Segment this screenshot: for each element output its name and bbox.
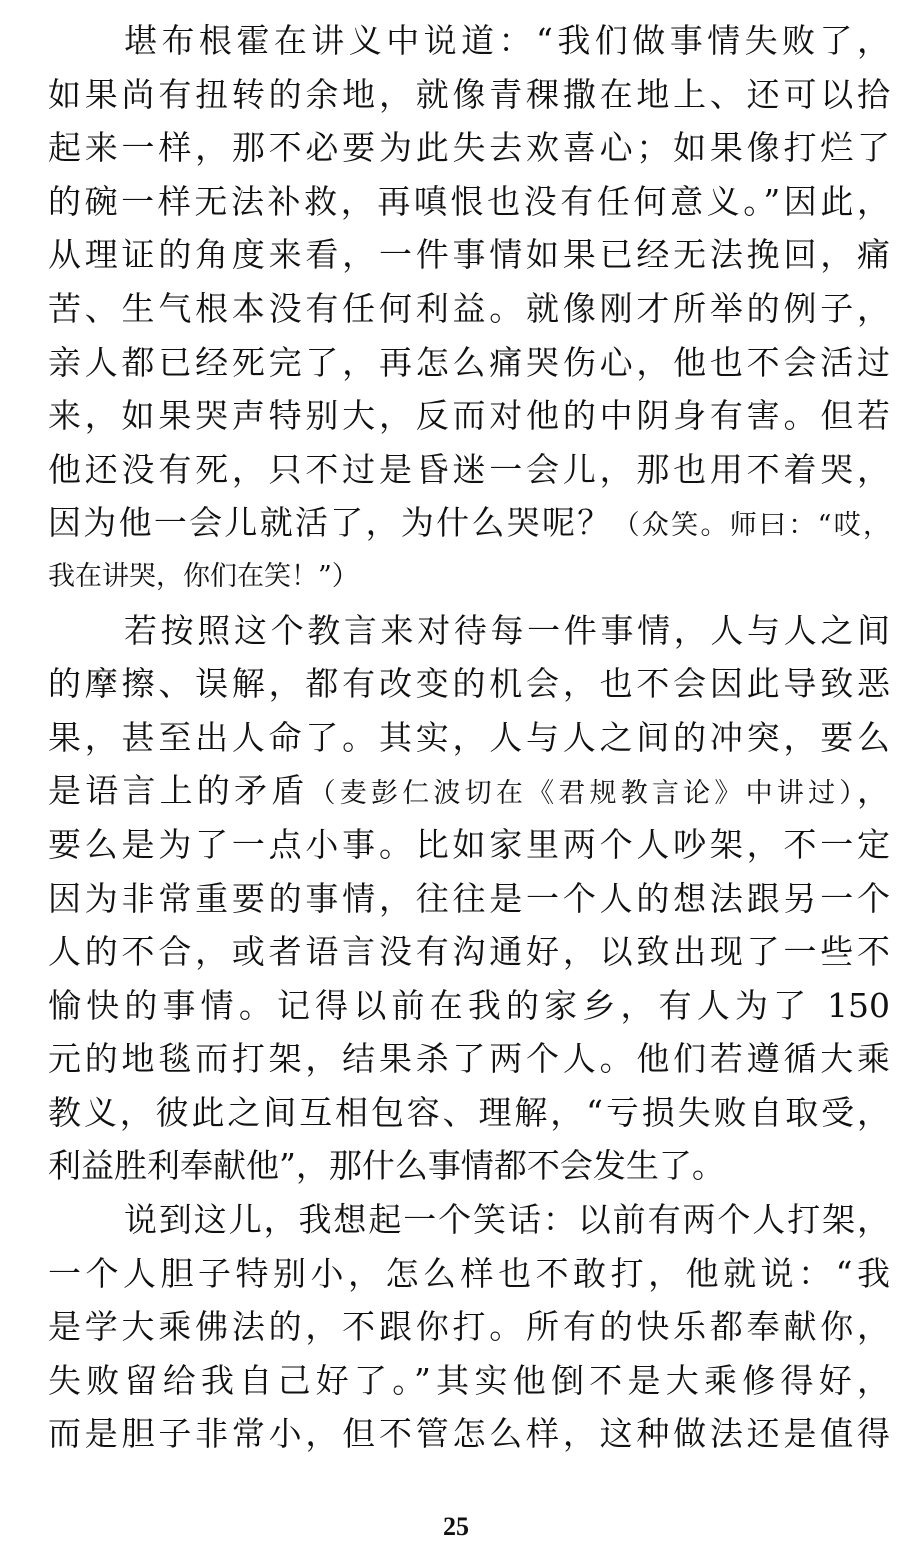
text-line: 的碗一样无法补救，再嗔恨也没有任何意义。”因此， <box>48 181 890 221</box>
text-line: 从理证的角度来看，一件事情如果已经无法挽回，痛 <box>48 235 890 275</box>
text-line: 的摩擦、误解，都有改变的机会，也不会因此导致恶 <box>48 664 890 704</box>
text-line: 人的不合，或者语言没有沟通好，以致出现了一些不 <box>48 932 890 972</box>
text-line: 教义，彼此之间互相包容、理解，“亏损失败自取受， <box>48 1092 890 1132</box>
text-line: 说到这儿，我想起一个笑话：以前有两个人打架， <box>124 1200 890 1240</box>
text-segment: 因为他一会儿就活了，为什么哭呢？ <box>48 503 613 543</box>
text-line: 要么是为了一点小事。比如家里两个人吵架，不一定 <box>48 824 890 864</box>
text-line <box>48 496 890 550</box>
page-number: 25 <box>443 1512 469 1541</box>
text-line <box>48 764 890 818</box>
text-line: 一个人胆子特别小，怎么样也不敢打，他就说：“我 <box>48 1253 890 1293</box>
text-line: 愉快的事情。记得以前在我的家乡，有人为了 150 <box>48 985 890 1025</box>
text-line: 而是胆子非常小，但不管怎么样，这种做法还是值得 <box>48 1414 890 1454</box>
annotation-line: 我在讲哭，你们在笑！”） <box>48 560 359 592</box>
annotation-text: （众笑。师曰：“哎， <box>612 510 890 542</box>
text-line: 亲人都已经死完了，再怎么痛哭伤心，他也不会活过 <box>48 342 890 382</box>
text-line: 起来一样，那不必要为此失去欢喜心；如果像打烂了 <box>48 128 890 168</box>
text-line: 他还没有死，只不过是昏迷一会儿，那也用不着哭， <box>48 449 890 489</box>
annotation-text: （麦彭仁波切在《君规教言论》中讲过） <box>308 778 858 810</box>
text-line: 如果尚有扭转的余地，就像青稞撒在地上、还可以拾 <box>48 74 890 114</box>
text-line: 苦、生气根本没有任何利益。就像刚才所举的例子， <box>48 288 890 328</box>
text-line: 若按照这个教言来对待每一件事情，人与人之间 <box>124 610 890 650</box>
text-line: 失败留给我自己好了。”其实他倒不是大乘修得好， <box>48 1360 890 1400</box>
text-line: 来，如果哭声特别大，反而对他的中阴身有害。但若 <box>48 396 890 436</box>
text-line: 元的地毯而打架，结果杀了两个人。他们若遵循大乘 <box>48 1039 890 1079</box>
body-text <box>48 14 890 1461</box>
text-line: 因为非常重要的事情，往往是一个人的想法跟另一个 <box>48 878 890 918</box>
text-line: 堪布根霍在讲义中说道：“我们做事情失败了， <box>124 21 890 60</box>
text-segment: ， <box>857 771 891 811</box>
text-line: 果，甚至出人命了。其实，人与人之间的冲突，要么 <box>48 717 890 757</box>
text-line: 是学大乘佛法的，不跟你打。所有的快乐都奉献你， <box>48 1307 890 1347</box>
text-segment: 是语言上的矛盾 <box>48 771 309 811</box>
text-line: 利益胜利奉献他”，那什么事情都不会发生了。 <box>48 1146 725 1186</box>
